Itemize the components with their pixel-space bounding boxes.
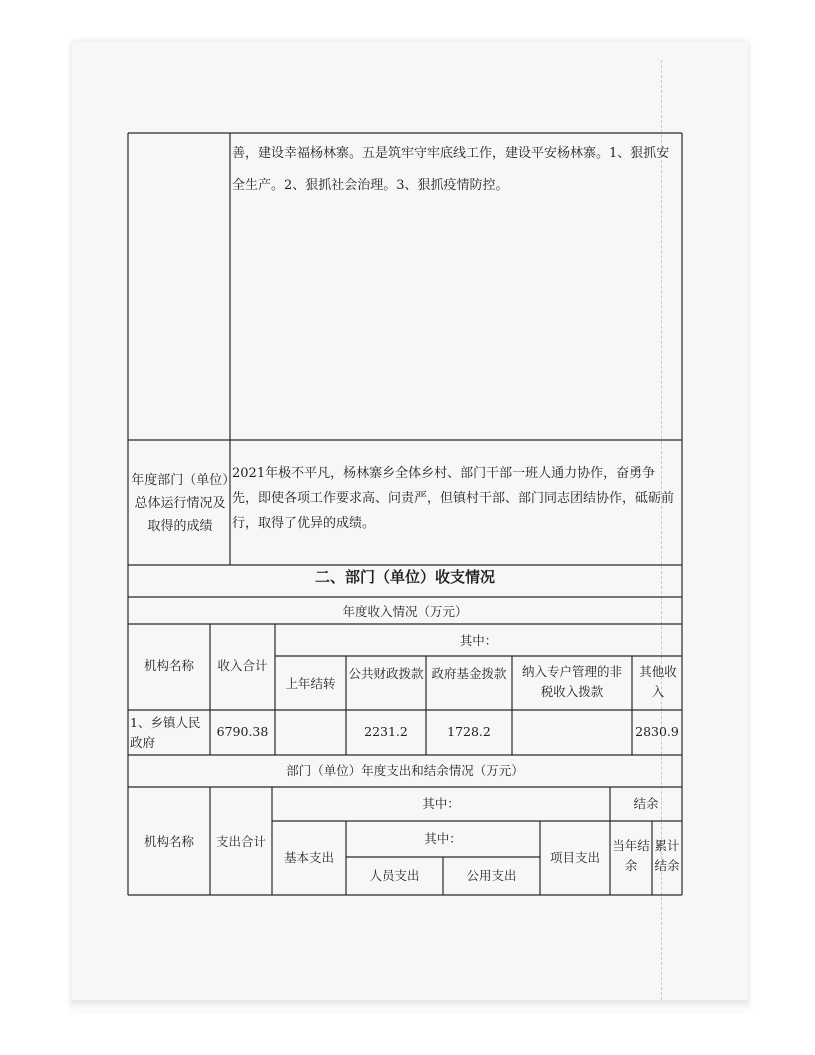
expense-current-year-header: 当年结余 [612,838,650,873]
expense-of-which-header: 其中： [422,796,460,811]
income-of-which-header: 其中： [459,633,498,648]
income-title: 年度收入情况（万元） [342,604,468,619]
expense-org-header: 机构名称 [143,834,194,849]
income-gov-fund-header: 政府基金拨款 [431,666,507,681]
income-row-org: 1、乡镇人民政府 [130,715,201,750]
expense-public-use-header: 公用支出 [466,868,517,883]
income-public-finance-header: 公共财政拨款 [348,666,424,681]
income-row-gov-fund: 1728.2 [447,724,491,739]
achievement-paragraph: 2021年极不平凡，杨林寨乡全体乡村、部门干部一班人通力协作，奋勇争先，即使各项工作要求高、问责严，但镇村干部、部门同志团结协作，砥砺前行，取得了优异的成绩。 [232,466,675,531]
income-row-total: 6790.38 [216,724,269,739]
income-other-header: 其他收入 [639,664,677,699]
expense-balance-header: 结余 [633,796,659,811]
expense-project-header: 项目支出 [549,850,600,865]
section-title: 二、部门（单位）收支情况 [314,568,495,586]
expense-personnel-header: 人员支出 [369,868,420,883]
income-row-other: 2830.9 [635,724,679,739]
expense-inner-of-which-header: 其中： [424,831,462,846]
overall-performance-label: 年度部门（单位）总体运行情况及取得的成绩 [131,473,229,534]
income-org-header: 机构名称 [143,658,194,673]
income-nontax-header: 纳入专户管理的非税收入拨款 [521,664,622,699]
continued-paragraph: 善，建设幸福杨林寨。五是筑牢守牢底线工作，建设平安杨林寨。1、狠抓安全生产。2、狠抓社会治理。3、狠抓疫情防控。 [232,146,670,193]
expense-cumulative-header: 累计结余 [654,838,680,873]
expense-basic-header: 基本支出 [283,850,334,865]
expense-total-header: 支出合计 [215,834,266,849]
income-total-header: 收入合计 [217,658,268,673]
income-row-public-finance: 2231.2 [364,724,408,739]
income-prev-year-header: 上年结转 [285,676,336,691]
expense-title: 部门（单位）年度支出和结余情况（万元） [286,763,524,778]
